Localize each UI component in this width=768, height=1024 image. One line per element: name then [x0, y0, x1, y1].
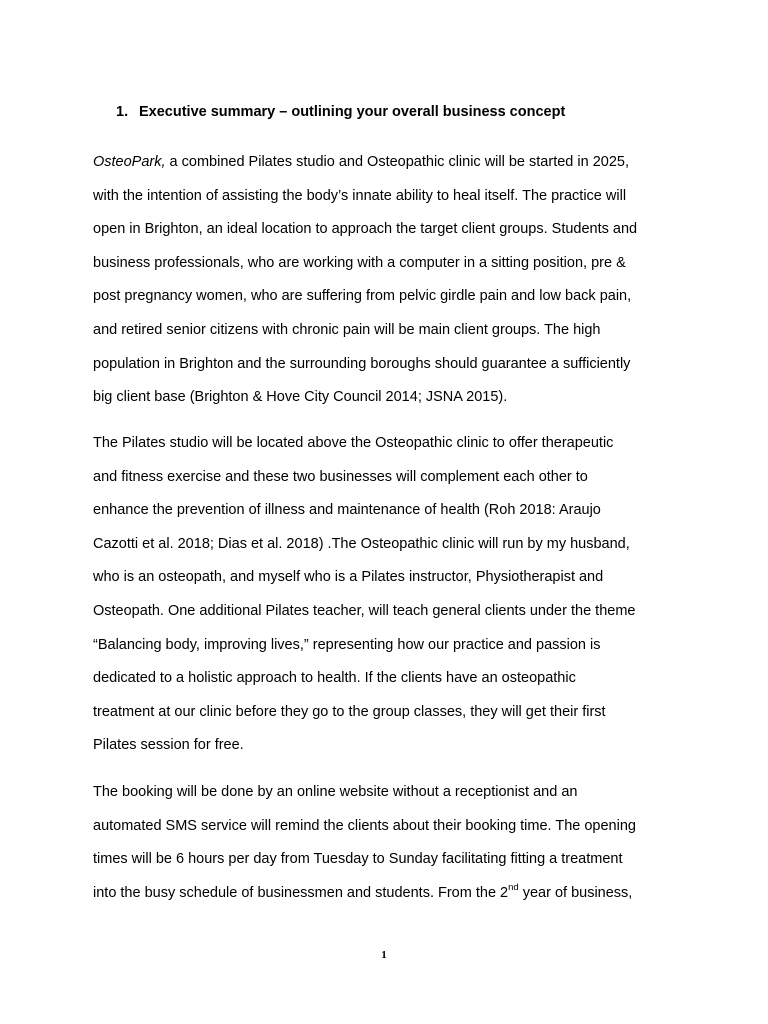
section-number: 1.: [116, 104, 129, 120]
paragraph-line: big client base (Brighton & Hove City Council 2014; JSNA 2015).: [93, 389, 508, 406]
paragraph-line: who is an osteopath, and myself who is a Pilates instructor, Physiotherapist and: [93, 569, 604, 586]
line-text: year of business,: [518, 884, 633, 901]
paragraph-studio-clinic: [93, 427, 635, 763]
line-text: into the busy schedule of businessmen and students. From the 2: [93, 884, 509, 901]
paragraph-line: The booking will be done by an online website without a receptionist and an: [93, 784, 578, 800]
section-title: Executive summary – outlining your overall business concept: [139, 104, 566, 120]
paragraph-line: automated SMS service will remind the clients about their booking time. The opening: [93, 817, 636, 834]
paragraph-line: open in Brighton, an ideal location to approach the target client groups. Students and: [93, 221, 638, 238]
paragraph-booking: [93, 776, 636, 910]
paragraph-line: Pilates session for free.: [93, 737, 244, 754]
paragraph-line: The Pilates studio will be located above the Osteopathic clinic to offer therapeutic: [93, 435, 614, 451]
paragraph-line: [93, 877, 636, 911]
paragraph-business-concept: [93, 146, 637, 415]
line-text: a combined Pilates studio and Osteopathic clinic will be started in 2025,: [165, 154, 629, 170]
paragraph-line: post pregnancy women, who are suffering from pelvic girdle pain and low back pain,: [93, 288, 632, 305]
paragraph-line: business professionals, who are working with a computer in a sitting position, pre &: [93, 254, 626, 271]
ordinal-superscript: nd: [508, 881, 519, 893]
paragraph-line: Cazotti et al. 2018; Dias et al. 2018) .The Osteopathic clinic will run by my husband,: [93, 535, 630, 552]
paragraph-line: times will be 6 hours per day from Tuesday to Sunday facilitating fitting a treatment: [93, 851, 623, 868]
paragraph-line: enhance the prevention of illness and maintenance of health (Roh 2018: Araujo: [93, 502, 601, 519]
paragraph-line: Osteopath. One additional Pilates teacher, will teach general clients under the theme: [93, 602, 636, 619]
paragraph-line: with the intention of assisting the body’s innate ability to heal itself. The practice will: [93, 187, 627, 204]
paragraph-line: population in Brighton and the surrounding boroughs should guarantee a sufficiently: [93, 355, 631, 372]
paragraph-line: and fitness exercise and these two businesses will complement each other to: [93, 468, 588, 485]
paragraph-line: dedicated to a holistic approach to health. If the clients have an osteopathic: [93, 670, 576, 687]
section-heading: [116, 101, 565, 123]
page-number: 1: [381, 949, 387, 961]
brand-name: OsteoPark,: [93, 154, 166, 170]
paragraph-line: and retired senior citizens with chronic pain will be main client groups. The high: [93, 321, 601, 338]
paragraph-line: [93, 146, 637, 180]
paragraph-line: “Balancing body, improving lives,” representing how our practice and passion is: [93, 636, 601, 653]
paragraph-line: treatment at our clinic before they go to the group classes, they will get their first: [93, 703, 606, 720]
